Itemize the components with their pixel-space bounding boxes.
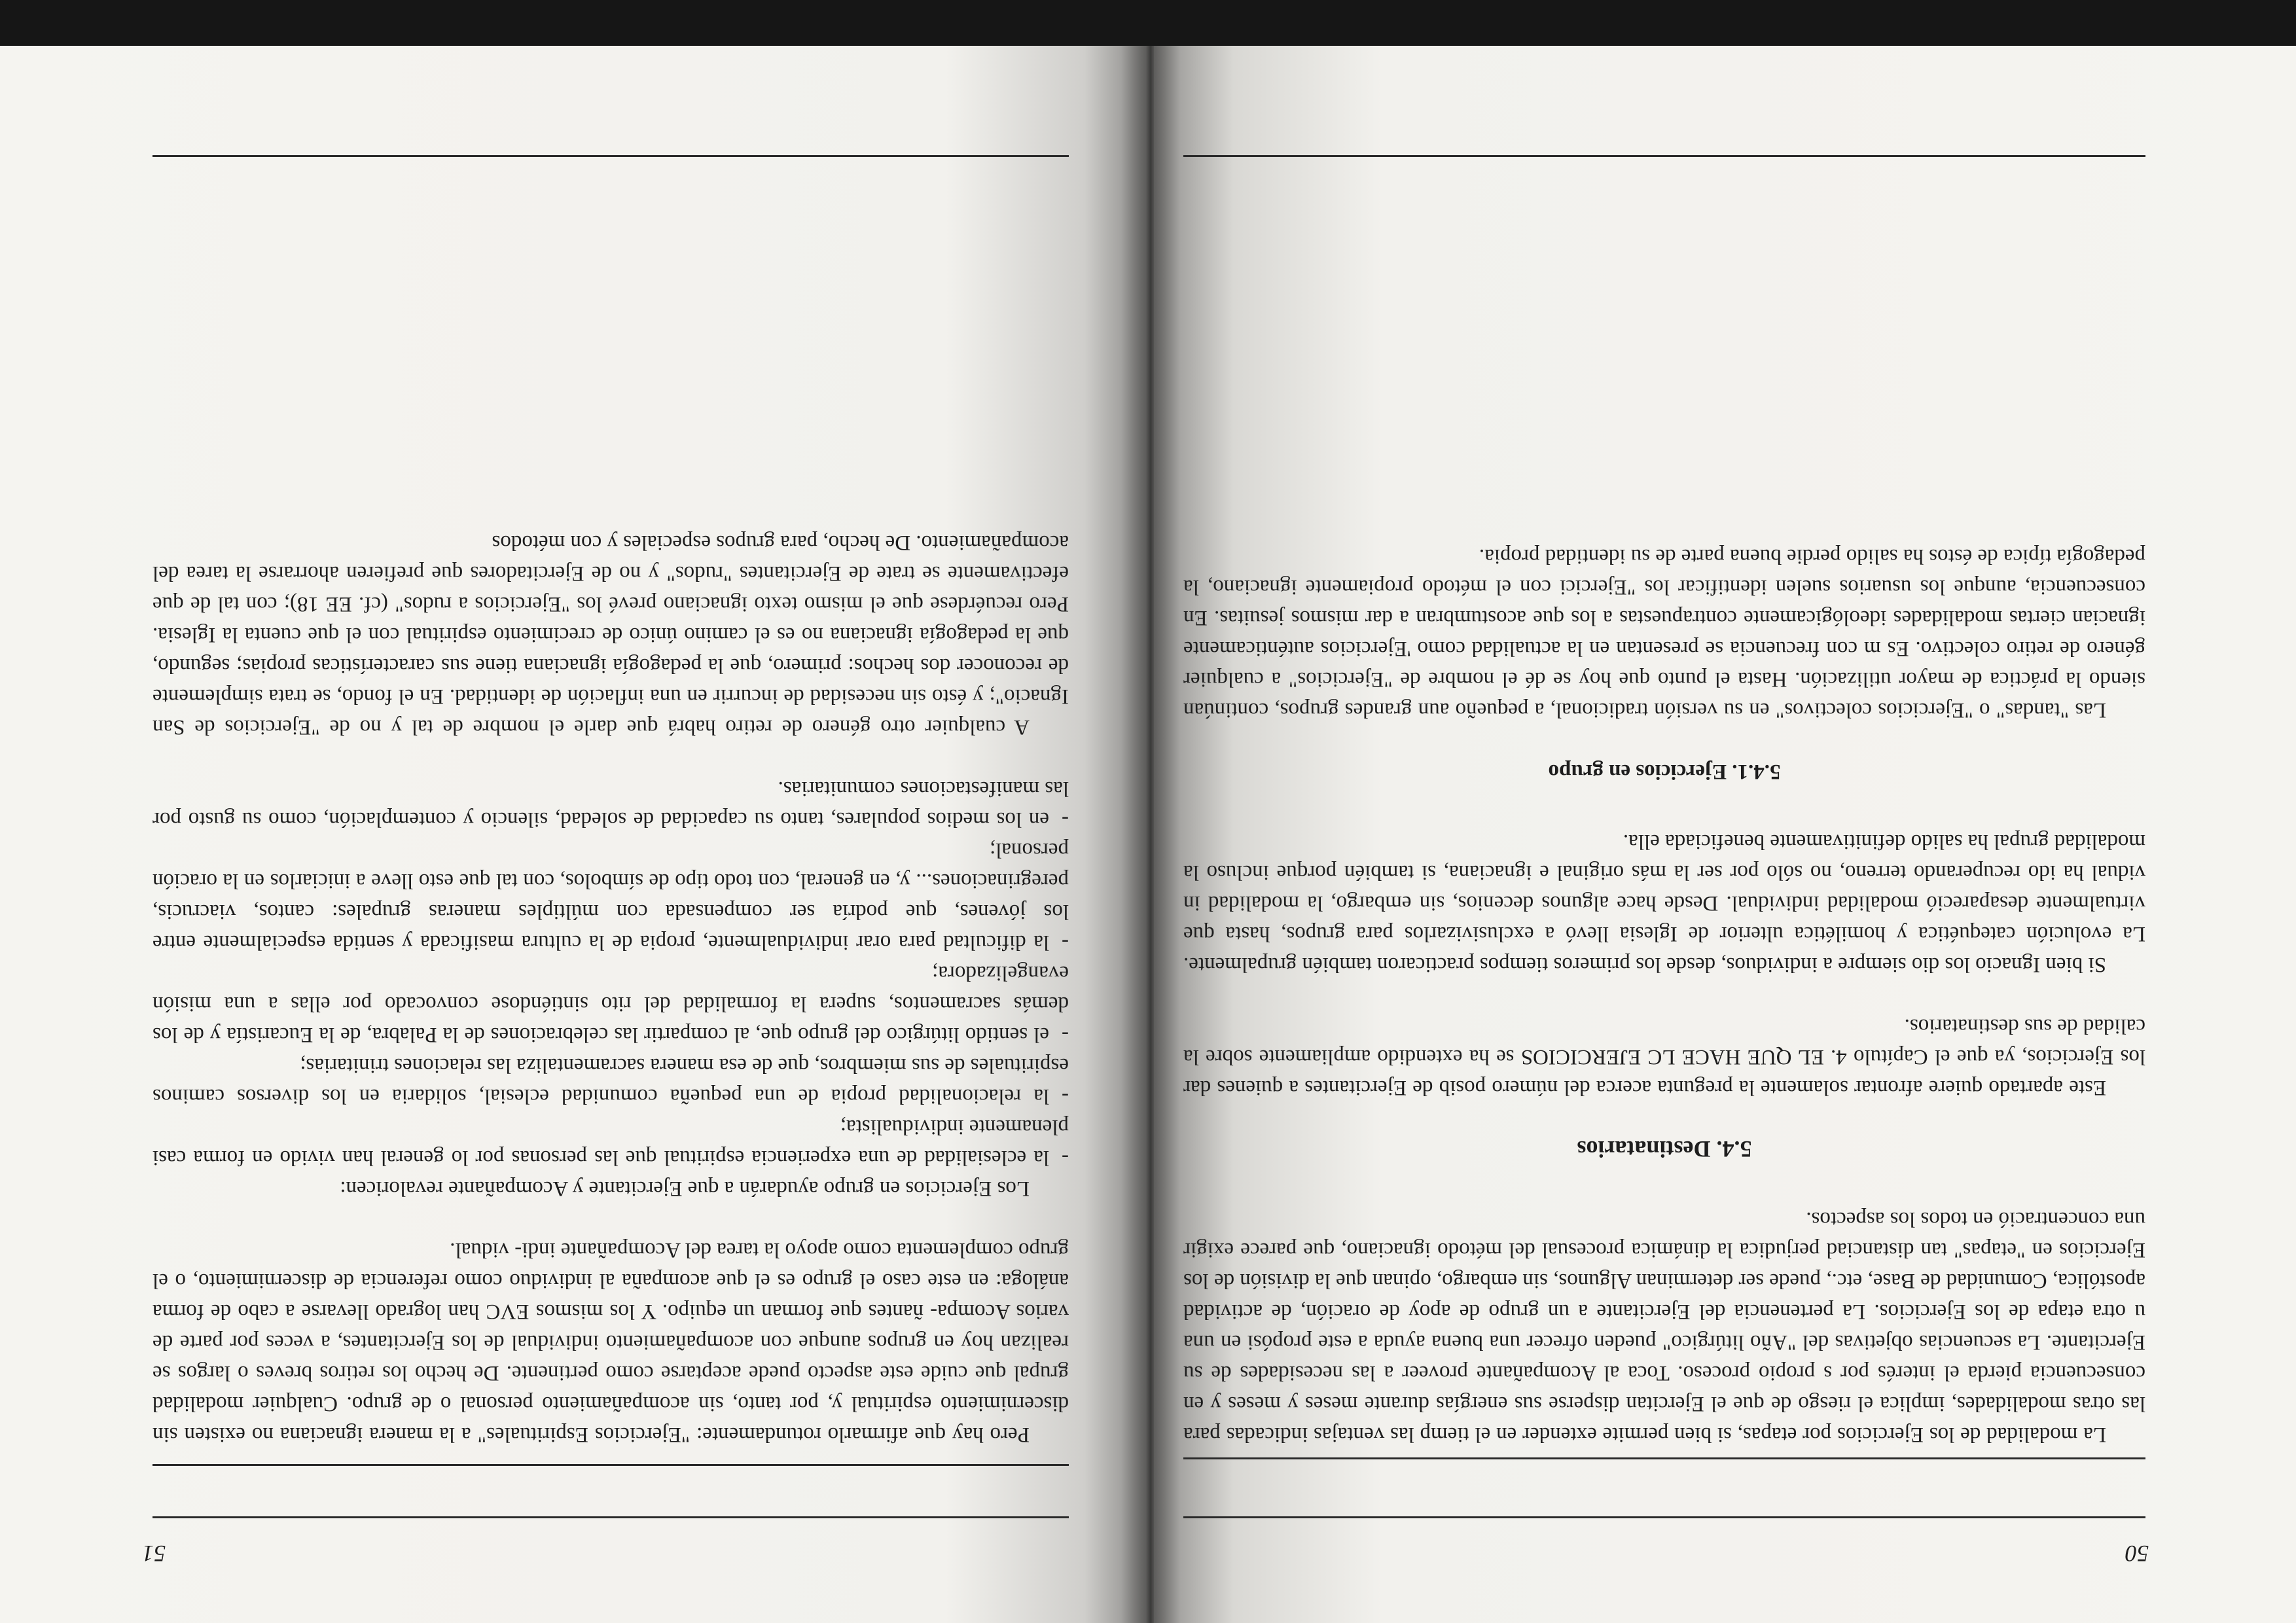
list-item: -en los medios populares, tanto su capacidad de soledad, silencio y contemplación, como su gusto por las manifestaciones comunitarias. [152,777,1069,831]
paragraph: Las "tandas" o "Ejercicios colectivos" en su versión tradicional, a pequeño aun grandes grupos, continúan siendo la práctica de mayor utilización. Hasta el punto que hoy se dé el nombre de "Ejercicios" a cualquier género de retiro colectivo. Es m con frecuencia se presentan en la actualidad como 'Ejercicios auténticamente ignacian ciertas modalidades ideológicamente contrapuestas a los que acostumbran a dar mismos jesuitas. En consecuencia, aunque los usuarios suelen identificar los "Ejercici con el método propiamente ignaciano, la pedagogía típica de éstos ha salido perdie buena parte de su identidad propia. [1183,544,2145,722]
page-number: 51 [142,1541,166,1567]
list-item: -el sentido litúrgico del grupo que, al compartir las celebraciones de la Palabra, de la Eucaristía y de los demás sacramentos, supera la formalidad del rito sintiéndose convocado por ellas a una misión evangelizadora; [152,961,1069,1046]
header-rule [152,1516,1069,1518]
book-page-51 [0,46,1154,1623]
paragraph: Este apartado quiere afrontar solamente la pregunta acerca del número posib de Ejercitantes a quienes dar los Ejercicios, ya que el Capítulo 4. EL QUE HACE LC EJERCICIOS se ha extendido ampliamente sobre la calidad de sus destinatarios. [1183,1014,2145,1099]
list-item: -la dificultad para orar individualmente, propia de la cultura masificada y sentida especialmente entre los jóvenes, que podría ser compensada con múltiples maneras grupales: cantos, viacrucis, peregrinaciones... y, en general, con todo tipo de símbolos, con tal que esto lleve a iniciarlos en la oración personal; [152,838,1069,954]
paragraph: La modalidad de los Ejercicios por etapas, si bien permite extender en el tiemp las ventajas indicadas para las otras modalidades, implica el riesgo de que el Ejercitan disperse sus energías durante meses y meses y en consecuencia pierda el interés por s propio proceso. Toca al Acompañante proveer a las necesidades de su Ejercitante. La secuencias objetivas del "Año litúrgico" pueden ofrecer una buena ayuda a este propósi en una u otra etapa de los Ejercicios. La pertenencia del Ejercitante a un grupo de apoy de oración, de actividad apostólica, Comunidad de Base, etc., puede ser determinan Algunos, sin embargo, opinan que la división de los Ejercicios en "etapas" tan distanciad perjudica la dinámica procesual del método ignaciano, que parece exigir una concentració en todos los aspectos. [1183,1207,2145,1446]
bottom-rule [1183,155,2145,157]
page-51-body [152,527,1069,1450]
top-rule [1183,1457,2145,1459]
section-heading: 5.4. Destinatarios [1577,1136,1752,1162]
paragraph: Pero hay que afirmarlo rotundamente: "Ejercicios Espirituales" a la manera ignaciana no existen sin discernimiento espiritual y, por tanto, sin acompañamiento personal o de grupo. Cualquier modalidad grupal que cuide este aspecto puede aceptarse como pertinente. De hecho los retiros breves o largos se realizan hoy en grupos aunque con acompañamiento individual de los Ejercitantes, a veces por parte de varios Acompa- ñantes que forman un equipo. Y los mismos EVC han logrado llevarse a cabo de forma análoga: en este caso el grupo es el que acompaña al individuo como referencia de discernimiento, o el grupo complementa como apoyo la tarea del Acompañante indi- vidual. [152,1238,1069,1446]
paragraph: Si bien Ignacio los dio siempre a individuos, desde los primeros tiempos practicaron también grupalmente. La evolución catequética y homilética ulterior de Iglesia llevó a exclusivizarlos para grupos, hasta que virtualmente desapareció modalidad individual. Desde hace algunos decenios, sin embargo, la modalidad in vidual ha ido recuperando terreno, no sólo por ser la más original e ignaciana, si también porque incluso la modalidad grupal ha salido definitivamente beneficiada ella. [1183,830,2145,976]
paragraph: A cualquier otro género de retiro habrá que darle el nombre de tal y no de "Ejercicios de San Ignacio"; y ésto sin necesidad de incurrir en una inflación de identidad. En el fondo, se trata simplemente de reconocer dos hechos: primero, que la pedagogía ignaciana tiene sus características propias; segundo, que la pedagogía ignaciana no es el camino único de crecimiento espiritual con el que cuenta la Iglesia. Pero recuérdese que el mismo texto ignaciano prevé los "Ejercicios a rudos" (cf. EE 18); con tal de que efectivamente se trate de Ejercitantes "rudos" y no de Ejercitadores que prefieren ahorrarse la tarea del acompañamiento. De hecho, para grupos especiales y con métodos [152,531,1069,739]
page-number: 50 [2125,1541,2149,1567]
bottom-rule [152,155,1069,157]
top-rule [152,1464,1069,1466]
header-rule [1183,1516,2145,1518]
list-item: -la eclesialidad de una experiencia espiritual que las personas por lo general han vivido en forma casi plenamente individualista; [152,1115,1069,1169]
list-item: -la relacionalidad propia de una pequeña comunidad eclesial, solidaria en los diversos caminos espirituales de sus miembros, que de esa manera sacramentaliza las relaciones trinitarias; [152,1054,1069,1108]
subsection-heading: 5.4.1. Ejercicios en grupo [1548,760,1781,783]
page-50-body [1183,541,2145,1450]
paragraph: Los Ejercicios en grupo ayudarán a que Ejercitante y Acompañante revaloricen: [340,1177,1030,1200]
book-gutter-shadow [1121,46,1180,1623]
book-page-50 [1154,46,2296,1623]
